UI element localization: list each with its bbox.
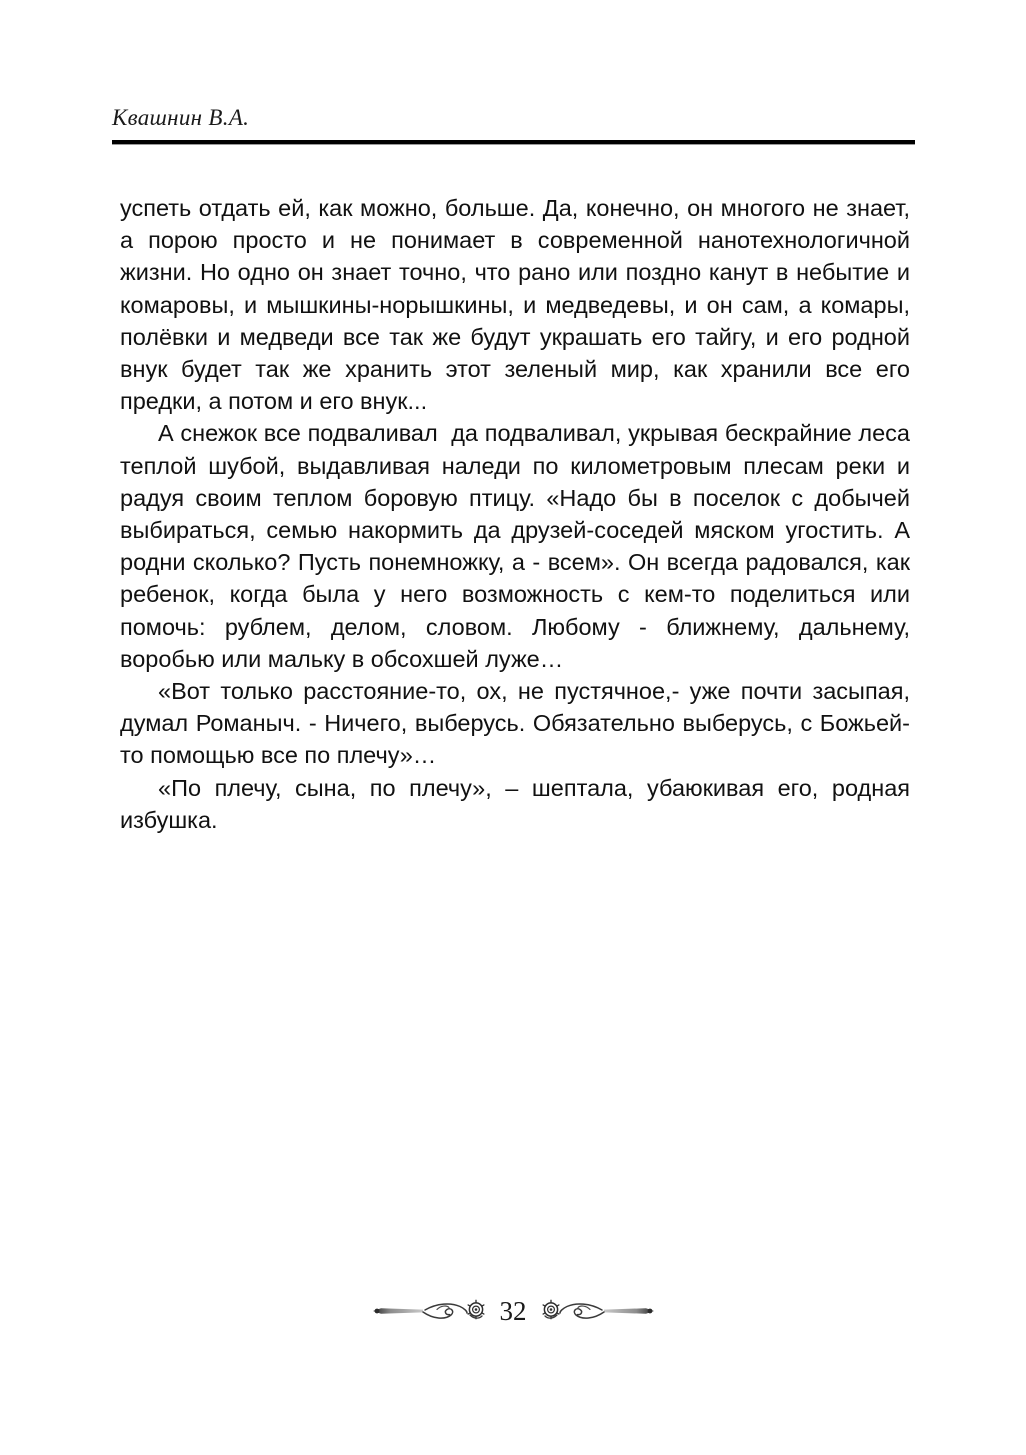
- running-head-rule: [112, 140, 915, 145]
- running-head-author: Квашнин В.А.: [112, 105, 250, 130]
- floral-scroll-ornament-icon-mirrored: [536, 1294, 656, 1328]
- page-footer: [0, 1294, 1026, 1328]
- paragraph-2: А снежок все подваливал да подваливал, укрывая бескрайние леса теплой шубой, выдавливая наледи по километровым плесам реки и радуя своим теплом боровую птицу. «Надо бы в поселок с добычей выбираться, семью накормить да друзей-соседей мяском угостить. А родни сколько? Пусть понемножку, а - всем». Он всегда радовался, как ребенок, когда была у него возможность с кем-то поделиться или помочь: рублем, делом, словом. Любому - ближнему, дальнему, воробью или мальку в обсохшей луже…: [120, 420, 917, 672]
- body-text-block: [120, 192, 924, 836]
- paragraph-1: успеть отдать ей, как можно, больше. Да, конечно, он многого не знает, а порою просто и не понимает в современной нанотехнологичной жизни. Но одно он знает точно, что рано или поздно канут в небытие и комаровы, и мышкины-норышкины, и медведевы, и он сам, а комары, полёвки и медведи все так же будут украшать его тайгу, и его родной внук будет так же хранить этот зеленый мир, как хранили все его предки, а потом и его внук...: [120, 195, 924, 415]
- floral-scroll-ornament-icon: [371, 1294, 491, 1328]
- paragraph-4: «По плечу, сына, по плечу», – шептала, убаюкивая его, родная избушка.: [120, 774, 917, 833]
- page-number: 32: [499, 1296, 527, 1326]
- running-head: [112, 103, 915, 145]
- paragraph-3: «Вот только расстояние-то, ох, не пустячное,- уже почти засыпая, думал Романыч. - Ничего, выберусь. Обязательно выберусь, с Божьей-то помощью все по плечу»…: [120, 678, 917, 769]
